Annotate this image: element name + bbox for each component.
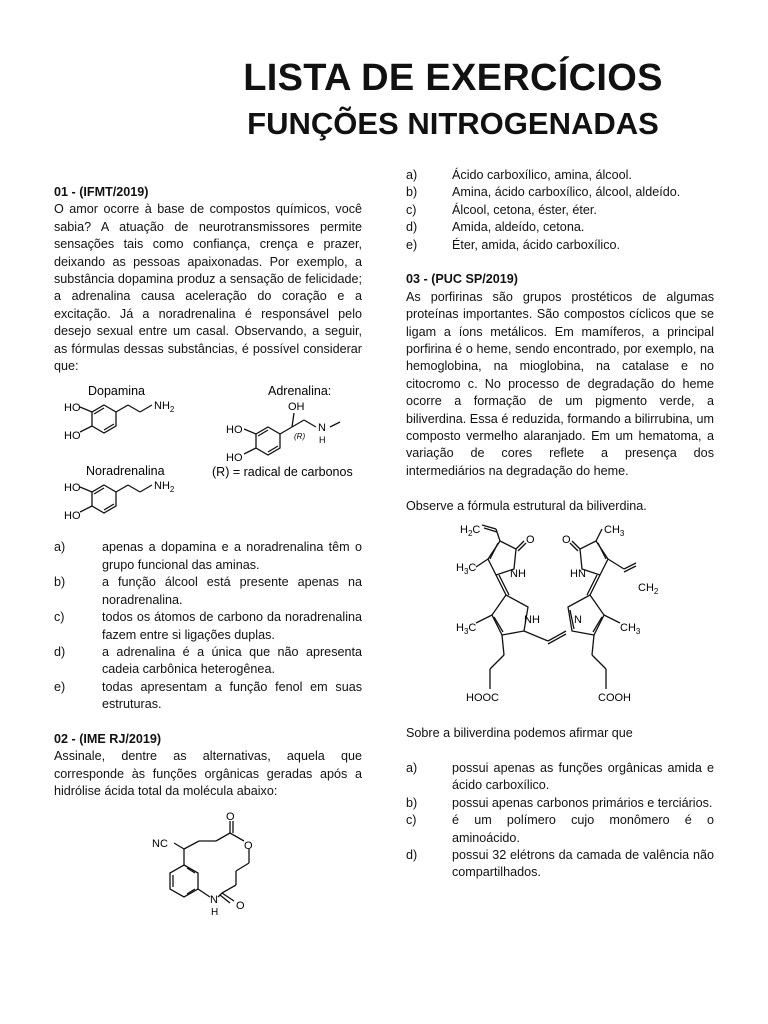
question-2-options bbox=[406, 167, 714, 254]
option-text: todas apresentam a função fenol em suas estruturas. bbox=[102, 679, 362, 712]
option-text: apenas a dopamina e a noradrenalina têm o grupo funcional das aminas. bbox=[102, 540, 362, 572]
question-3-text: As porfirinas são grupos prostéticos de algumas proteínas importantes. São compostos cíclicos que se ligam a íons metálicos. Em mamíferos, a principal porfirina é o heme, sendo encontrado, por exemplo, na hemoglobina, na mioglobina, na catalase e no citocromo c. No processo de degradação do heme ocorre a formação de um pigmento verde, a biliverdina. Essa é reduzida, formando a bilirrubina, um composto vermelho alaranjado. Em um hematoma, a variação de cores reflete a presença dos intermediários na degradação do heme. bbox=[406, 289, 714, 478]
option-letter: d) bbox=[406, 220, 418, 235]
option-text: todos os átomos de carbono da noradrenalina fazem entre si ligações duplas. bbox=[102, 610, 362, 642]
o-right: O bbox=[562, 534, 571, 547]
title-block bbox=[0, 56, 768, 144]
option-letter: b) bbox=[406, 795, 418, 810]
macrocycle-o-ring: O bbox=[244, 839, 253, 852]
nc-label: NC bbox=[152, 837, 168, 850]
dopamina-ho-1: HO bbox=[64, 402, 81, 415]
question-2-text: Assinale, dentre as alternativas, aquela que corresponde às funções orgânicas geradas após a hidrólise ácida total da molécula abaixo: bbox=[54, 749, 362, 799]
option-text: Éter, amida, ácido carboxílico. bbox=[452, 237, 620, 252]
question-1-option-a[interactable] bbox=[54, 539, 362, 574]
macrocycle-structure bbox=[170, 821, 249, 905]
question-2-option-b[interactable] bbox=[406, 184, 714, 201]
option-letter: d) bbox=[406, 847, 418, 862]
question-3-option-a[interactable] bbox=[406, 760, 714, 795]
question-2-option-a[interactable] bbox=[406, 167, 714, 184]
biliverdina-figure bbox=[406, 519, 714, 719]
question-3-option-b[interactable] bbox=[406, 795, 714, 812]
adrenalina-r: (R) bbox=[294, 432, 306, 442]
nh-left: NH bbox=[510, 568, 526, 581]
dopamina-nh2: $NH_2$ bbox=[154, 400, 175, 415]
option-letter: b) bbox=[406, 185, 418, 200]
option-text: a função álcool está presente apenas na noradrenalina. bbox=[102, 575, 362, 607]
adrenalina-label: Adrenalina: bbox=[268, 384, 332, 399]
question-2-heading: 02 - (IME RJ/2019) bbox=[54, 731, 162, 746]
question-1-heading: 01 - (IFMT/2019) bbox=[54, 185, 149, 199]
noradrenalina-label: Noradrenalina bbox=[86, 464, 165, 479]
question-3-prompt: Sobre a biliverdina podemos afirmar que bbox=[406, 726, 633, 741]
macrocycle-figure bbox=[54, 811, 362, 921]
ch3-top-right: $CH_3$ bbox=[604, 524, 625, 539]
adrenalina-structure bbox=[244, 413, 340, 455]
page-title: LISTA DE EXERCÍCIOS bbox=[243, 57, 663, 99]
neurotransmitters-figure bbox=[54, 379, 362, 539]
option-letter: e) bbox=[54, 679, 66, 694]
ch3-lower-right: $CH_3$ bbox=[620, 622, 641, 637]
option-letter: c) bbox=[406, 813, 417, 828]
macrocycle-n: N bbox=[210, 893, 218, 906]
adrenalina-h: H bbox=[319, 435, 326, 446]
nh-lower: NH bbox=[524, 614, 540, 627]
macrocycle-o-top: O bbox=[226, 810, 235, 823]
adrenalina-ho-2: HO bbox=[226, 452, 243, 465]
n-lower: N bbox=[574, 614, 582, 627]
h2c-label: $H_2C$ bbox=[460, 524, 481, 539]
question-1-options bbox=[54, 539, 362, 713]
noradrenalina-nh2: $NH_2$ bbox=[154, 480, 175, 495]
option-text: Amina, ácido carboxílico, álcool, aldeído. bbox=[452, 185, 681, 200]
question-3-option-c[interactable] bbox=[406, 812, 714, 847]
question-2-option-d[interactable] bbox=[406, 219, 714, 236]
h3c-lower-left: $H_3C$ bbox=[456, 622, 477, 637]
dopamina-ho-2: HO bbox=[64, 430, 81, 443]
adrenalina-oh: OH bbox=[288, 401, 305, 414]
hn-right: HN bbox=[570, 568, 586, 581]
noradrenalina-ho-1: HO bbox=[64, 482, 81, 495]
question-2-option-c[interactable] bbox=[406, 202, 714, 219]
question-1-option-c[interactable] bbox=[54, 609, 362, 644]
option-letter: d) bbox=[54, 644, 66, 659]
option-text: a adrenalina é a única que não apresenta cadeia carbônica heterogênea. bbox=[102, 644, 362, 677]
macrocycle-h: H bbox=[211, 906, 219, 918]
biliverdina-structure bbox=[476, 525, 636, 689]
option-letter: a) bbox=[54, 540, 66, 555]
question-1-text: O amor ocorre à base de compostos químicos, você sabia? A atuação de neurotransmissores permite sensações tais como confiança, crença e prazer, deixando as pessoas apaixonadas. Por exemplo, a substância dopamina produz a sensação de felicidade; a adrenalina causa aceleração do coração e a excitação. Já a noradrenalina é responsável pelo desejo sexual entre um casal. Observando, a seguir, as fórmulas dessas substâncias, é possível considerar que: bbox=[54, 202, 362, 374]
option-text: possui apenas carbonos primários e terciários. bbox=[452, 795, 713, 810]
ch2-right: $CH_2$ bbox=[638, 582, 659, 597]
option-letter: a) bbox=[406, 168, 418, 182]
noradrenalina-ho-2: HO bbox=[64, 510, 81, 523]
question-3-heading: 03 - (PUC SP/2019) bbox=[406, 272, 518, 287]
cooh-label: COOH bbox=[598, 692, 631, 705]
option-text: é um polímero cujo monômero é o aminoácido. bbox=[452, 813, 714, 845]
page-subtitle: FUNÇÕES NITROGENADAS bbox=[247, 106, 659, 141]
h3c-top-left: $H_3C$ bbox=[456, 562, 477, 577]
question-1-option-e[interactable] bbox=[54, 679, 362, 714]
option-letter: c) bbox=[54, 610, 65, 625]
noradrenalina-structure bbox=[80, 485, 152, 513]
option-text: Álcool, cetona, éster, éter. bbox=[452, 202, 597, 217]
right-column bbox=[406, 167, 714, 882]
question-1-option-b[interactable] bbox=[54, 574, 362, 609]
dopamina-label: Dopamina bbox=[88, 384, 145, 399]
adrenalina-n: N bbox=[318, 422, 326, 435]
dopamina-structure bbox=[80, 405, 152, 433]
adrenalina-ho-1: HO bbox=[226, 424, 243, 437]
hooc-label: HOOC bbox=[466, 692, 499, 705]
left-column bbox=[54, 184, 362, 921]
question-3-observe: Observe a fórmula estrutural da biliverdina. bbox=[406, 498, 647, 513]
question-3-options bbox=[406, 760, 714, 882]
option-letter: c) bbox=[406, 202, 417, 217]
question-3-option-d[interactable] bbox=[406, 847, 714, 882]
option-text: Ácido carboxílico, amina, álcool. bbox=[452, 168, 632, 182]
question-2-option-e[interactable] bbox=[406, 237, 714, 254]
option-letter: a) bbox=[406, 760, 418, 775]
question-1-option-d[interactable] bbox=[54, 644, 362, 679]
option-letter: e) bbox=[406, 237, 418, 252]
option-text: possui apenas as funções orgânicas amida e ácido carboxílico. bbox=[452, 760, 714, 793]
option-text: Amida, aldeído, cetona. bbox=[452, 220, 585, 235]
r-note: (R) = radical de carbonos bbox=[212, 465, 353, 480]
macrocycle-o-bottom: O bbox=[236, 899, 245, 912]
option-text: possui 32 elétrons da camada de valência não compartilhados. bbox=[452, 847, 714, 880]
o-left: O bbox=[526, 534, 535, 547]
option-letter: b) bbox=[54, 575, 66, 590]
